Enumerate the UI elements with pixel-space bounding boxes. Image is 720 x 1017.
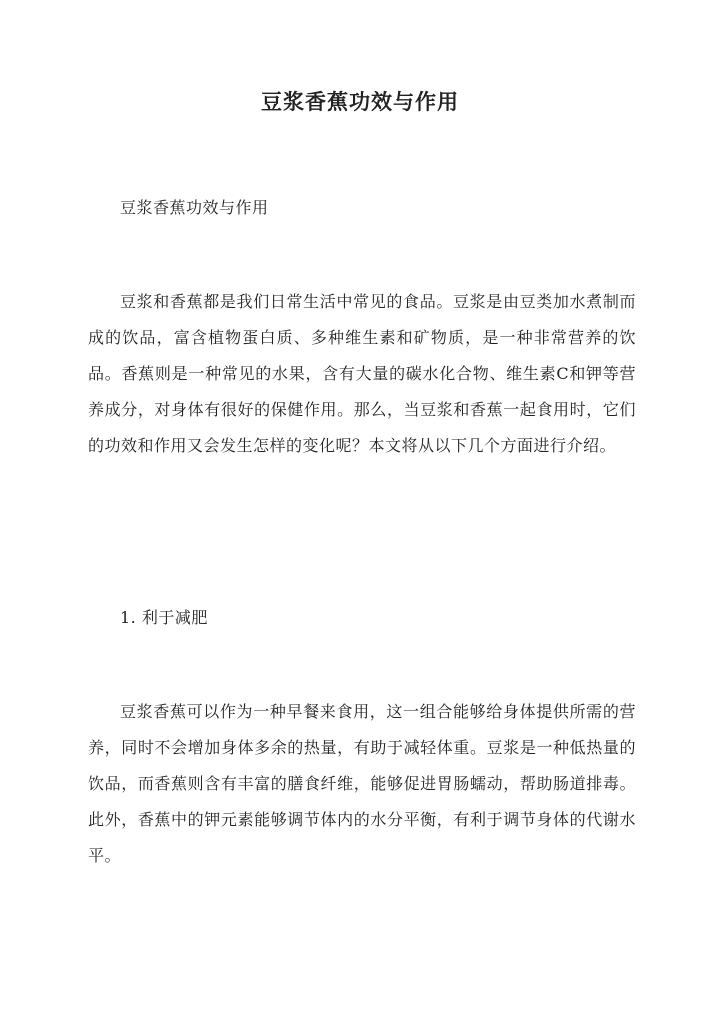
document-title: 豆浆香蕉功效与作用 — [261, 89, 459, 114]
intro-paragraph: 豆浆和香蕉都是我们日常生活中常见的食品。豆浆是由豆类加水煮制而成的饮品，富含植物蛋白质、多种维生素和矿物质，是一种非常营养的饮品。香蕉则是一种常见的水果，含有大量的碳水化合物、维生素C和钾等营养成分，对身体有很好的保健作用。那么，当豆浆和香蕉一起食用时，它们的功效和作用又会发生怎样的变化呢？本文将从以下几个方面进行介绍。 — [88, 292, 636, 455]
document-subtitle: 豆浆香蕉功效与作用 — [120, 198, 269, 217]
section-body-paragraph: 豆浆香蕉可以作为一种早餐来食用，这一组合能够给身体提供所需的营养，同时不会增加身体多余的热量，有助于减轻体重。豆浆是一种低热量的饮品，而香蕉则含有丰富的膳食纤维，能够促进胃肠蠕动，帮助肠道排毒。此外，香蕉中的钾元素能够调节体内的水分平衡，有利于调节身体的代谢水平。 — [88, 702, 636, 865]
section-heading: 1. 利于减肥 — [120, 608, 208, 627]
